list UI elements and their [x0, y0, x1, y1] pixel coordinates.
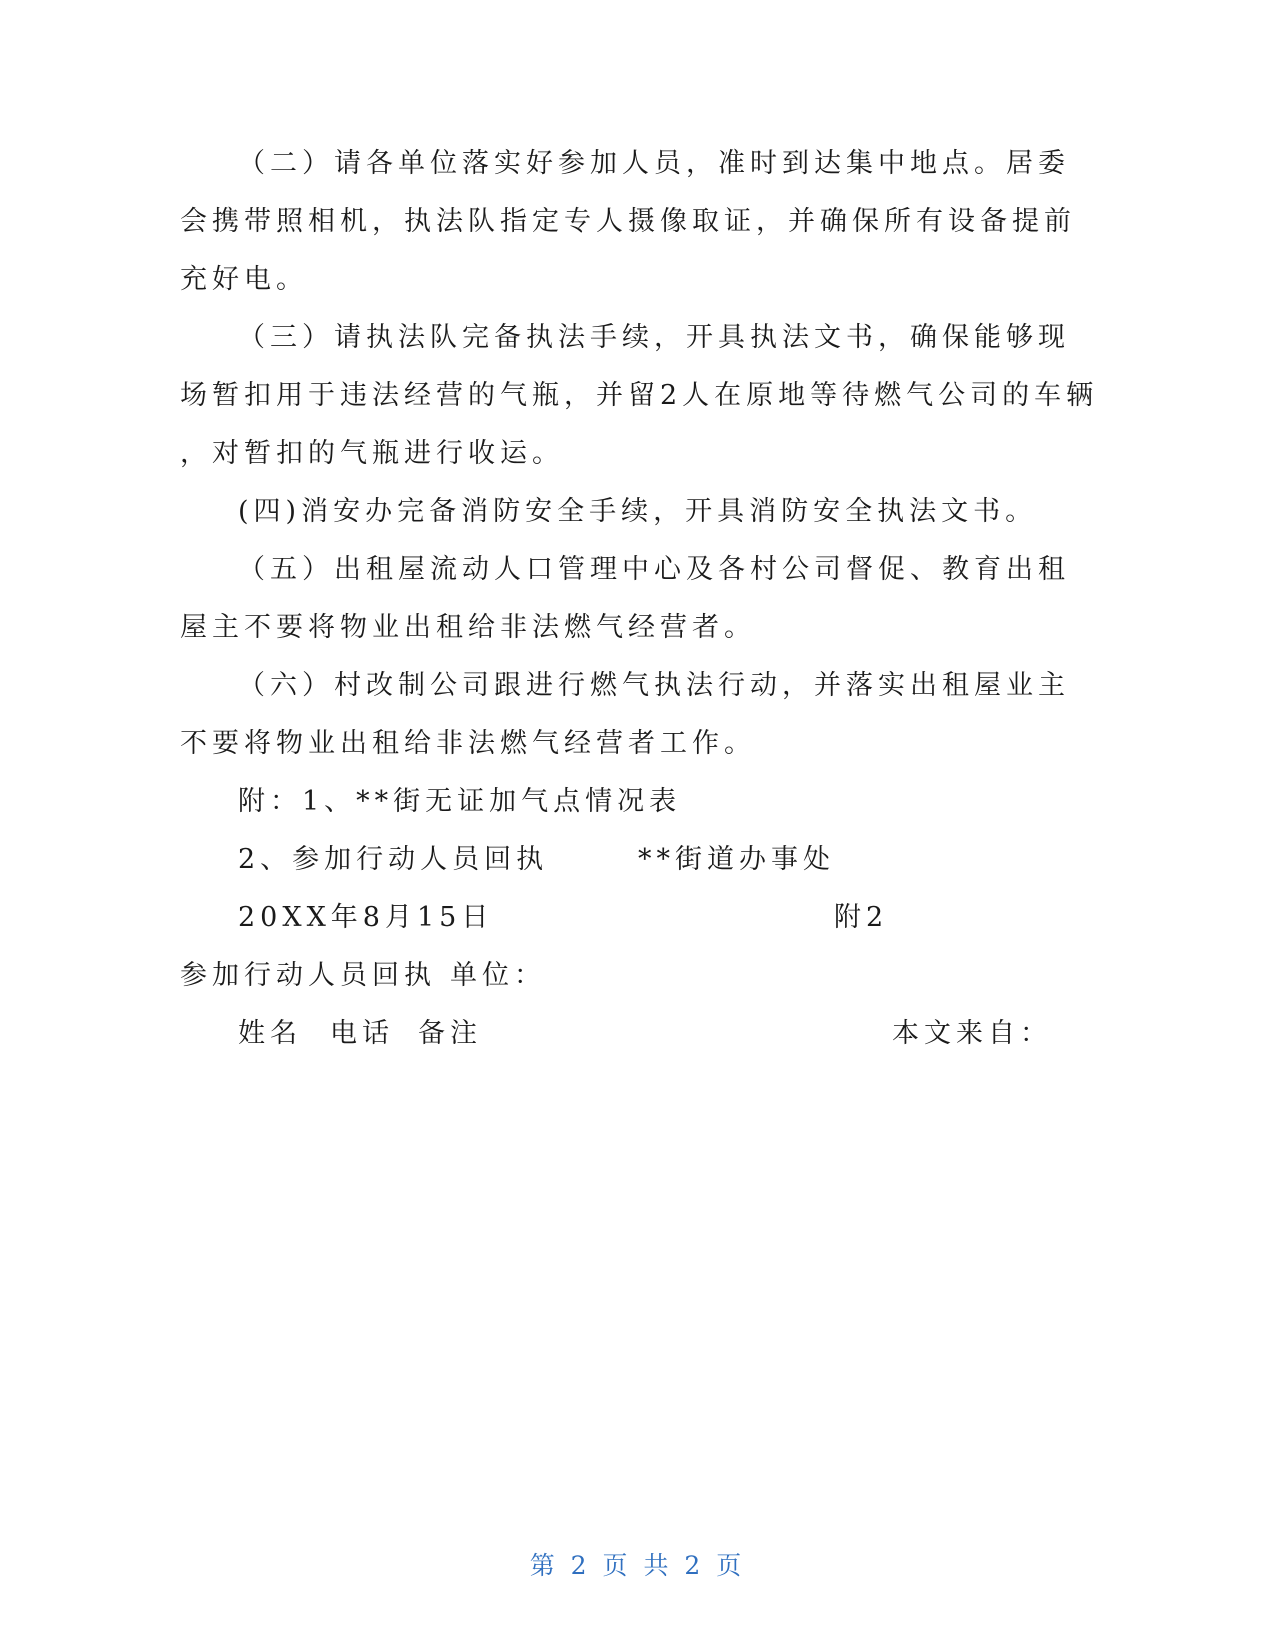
paragraph-5-line-2: 屋主不要将物业出租给非法燃气经营者。 — [180, 612, 756, 643]
footer-page-number: 2 — [570, 1551, 591, 1580]
paragraph-2-line-3: 充好电。 — [180, 264, 308, 295]
paragraph-6-line-1: （六）村改制公司跟进行燃气执法行动，并落实出租屋业主 — [238, 670, 1070, 701]
footer-prefix: 第 — [529, 1551, 559, 1580]
paragraph-5-line-1: （五）出租屋流动人口管理中心及各村公司督促、教育出租 — [238, 554, 1070, 585]
column-note: 备注 — [418, 1018, 482, 1049]
column-name: 姓名 — [238, 1018, 302, 1049]
footer-suffix: 页 — [716, 1551, 746, 1580]
paragraph-6-line-2: 不要将物业出租给非法燃气经营者工作。 — [180, 728, 756, 759]
paragraph-4-line-1: (四)消安办完备消防安全手续，开具消防安全执法文书。 — [238, 496, 1038, 527]
footer-total-pages: 2 — [684, 1551, 705, 1580]
attachment-2: 2、参加行动人员回执 — [238, 844, 549, 875]
issuing-office: **街道办事处 — [638, 844, 835, 875]
paragraph-3-line-2: 场暂扣用于违法经营的气瓶，并留2人在原地等待燃气公司的车辆 — [180, 380, 1099, 411]
column-phone: 电话 — [330, 1018, 394, 1049]
paragraph-3-line-1: （三）请执法队完备执法手续，开具执法文书，确保能够现 — [238, 322, 1070, 353]
attachment-number: 附2 — [834, 902, 889, 933]
source-note: 本文来自： — [892, 1018, 1052, 1049]
paragraph-2-line-2: 会携带照相机，执法队指定专人摄像取证，并确保所有设备提前 — [180, 206, 1076, 237]
document-date: 20XX年8月15日 — [238, 902, 494, 933]
page-footer — [0, 1546, 1275, 1582]
paragraph-3-line-3: ，对暂扣的气瓶进行收运。 — [180, 438, 564, 469]
receipt-title: 参加行动人员回执 — [180, 960, 436, 991]
paragraph-2-line-1: （二）请各单位落实好参加人员，准时到达集中地点。居委 — [238, 148, 1070, 179]
footer-middle: 页 共 — [602, 1551, 673, 1580]
attachment-1: 附：1、**街无证加气点情况表 — [238, 786, 682, 817]
unit-label: 单位： — [450, 960, 546, 991]
